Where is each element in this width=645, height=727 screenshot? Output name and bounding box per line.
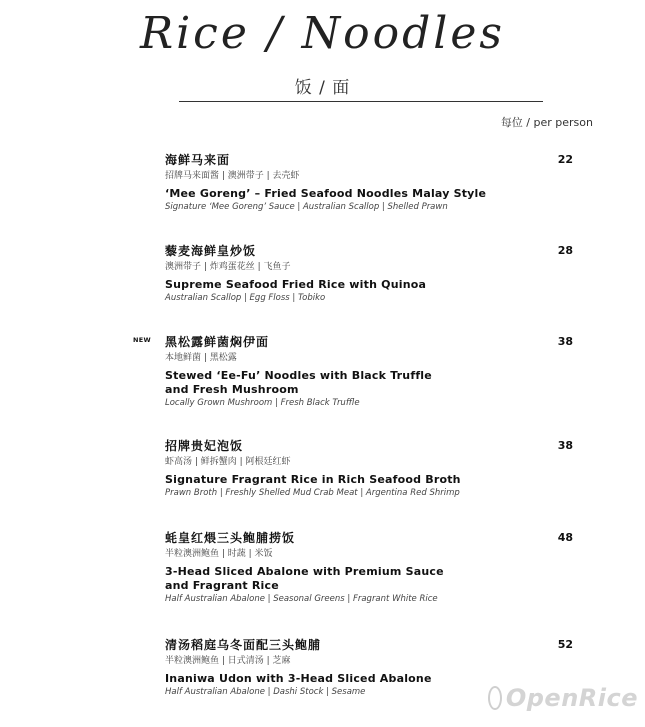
menu-item-abalone-rice [165, 530, 585, 605]
menu-item-signature-fragrant-rice [165, 438, 585, 499]
item-desc-cn: 半粒澳洲鲍鱼 | 日式清汤 | 芝麻 [165, 656, 291, 666]
item-desc-en: Locally Grown Mushroom | Fresh Black Truffle [165, 398, 360, 408]
menu-item-quinoa-fried-rice [165, 243, 585, 304]
item-desc-cn: 本地鲜菌 | 黑松露 [165, 353, 237, 363]
menu-item-ee-fu-noodles [133, 334, 585, 409]
item-desc-en: Australian Scallop | Egg Floss | Tobiko [165, 293, 326, 303]
item-name-cn: 海鲜马来面 [165, 153, 231, 167]
menu-item-mee-goreng [165, 152, 585, 213]
page-title-chinese: 饭 / 面 [294, 78, 351, 98]
item-desc-cn: 虾高汤 | 鲜拆蟹肉 | 阿根廷红虾 [165, 457, 291, 467]
item-price: 22 [557, 153, 573, 166]
item-name-cn: 黑松露鲜菌焖伊面 [165, 335, 270, 349]
watermark-text: OpenRice [505, 684, 638, 712]
page-title-script: Rice / Noodles [139, 8, 506, 59]
item-name-en-line1: 3-Head Sliced Abalone with Premium Sauce [165, 565, 444, 578]
item-name-en: Inaniwa Udon with 3-Head Sliced Abalone [165, 672, 432, 685]
item-price: 38 [557, 439, 573, 452]
item-desc-cn: 招牌马来面酱 | 澳洲带子 | 去壳虾 [165, 171, 300, 181]
item-desc-cn: 澳洲带子 | 炸鸡蛋花丝 | 飞鱼子 [165, 262, 291, 272]
item-name-cn: 蚝皇红煨三头鲍脯捞饭 [165, 531, 296, 545]
item-name-cn: 招牌贵妃泡饭 [165, 439, 244, 453]
item-desc-en: Half Australian Abalone | Seasonal Greens | Fragrant White Rice [165, 594, 438, 604]
item-desc-en: Half Australian Abalone | Dashi Stock | Sesame [165, 687, 366, 697]
item-name-cn: 清汤稻庭乌冬面配三头鲍脯 [165, 638, 322, 652]
item-price: 52 [557, 638, 573, 651]
openrice-logo-icon [488, 686, 502, 710]
item-desc-cn: 半粒澳洲鲍鱼 | 时蔬 | 米饭 [165, 549, 273, 559]
per-person-label: 每位 / per person [500, 116, 593, 129]
item-price: 28 [557, 244, 573, 257]
item-name-en: Supreme Seafood Fried Rice with Quinoa [165, 278, 427, 291]
new-badge: NEW [133, 336, 151, 344]
item-desc-en: Prawn Broth | Freshly Shelled Mud Crab Meat | Argentina Red Shrimp [165, 488, 460, 498]
item-name-en-line2: and Fragrant Rice [165, 579, 279, 592]
item-name-en: ‘Mee Goreng’ – Fried Seafood Noodles Malay Style [165, 187, 487, 200]
openrice-watermark [488, 680, 638, 716]
item-name-en-line1: Stewed ‘Ee-Fu’ Noodles with Black Truffle [165, 369, 432, 382]
item-name-en: Signature Fragrant Rice in Rich Seafood Broth [165, 473, 461, 486]
item-name-cn: 藜麦海鲜皇炒饭 [165, 244, 257, 258]
item-price: 48 [557, 531, 573, 544]
item-price: 38 [557, 335, 573, 348]
title-divider [179, 101, 543, 102]
item-name-en-line2: and Fresh Mushroom [165, 383, 299, 396]
item-desc-en: Signature ‘Mee Goreng’ Sauce | Australian Scallop | Shelled Prawn [165, 202, 448, 212]
